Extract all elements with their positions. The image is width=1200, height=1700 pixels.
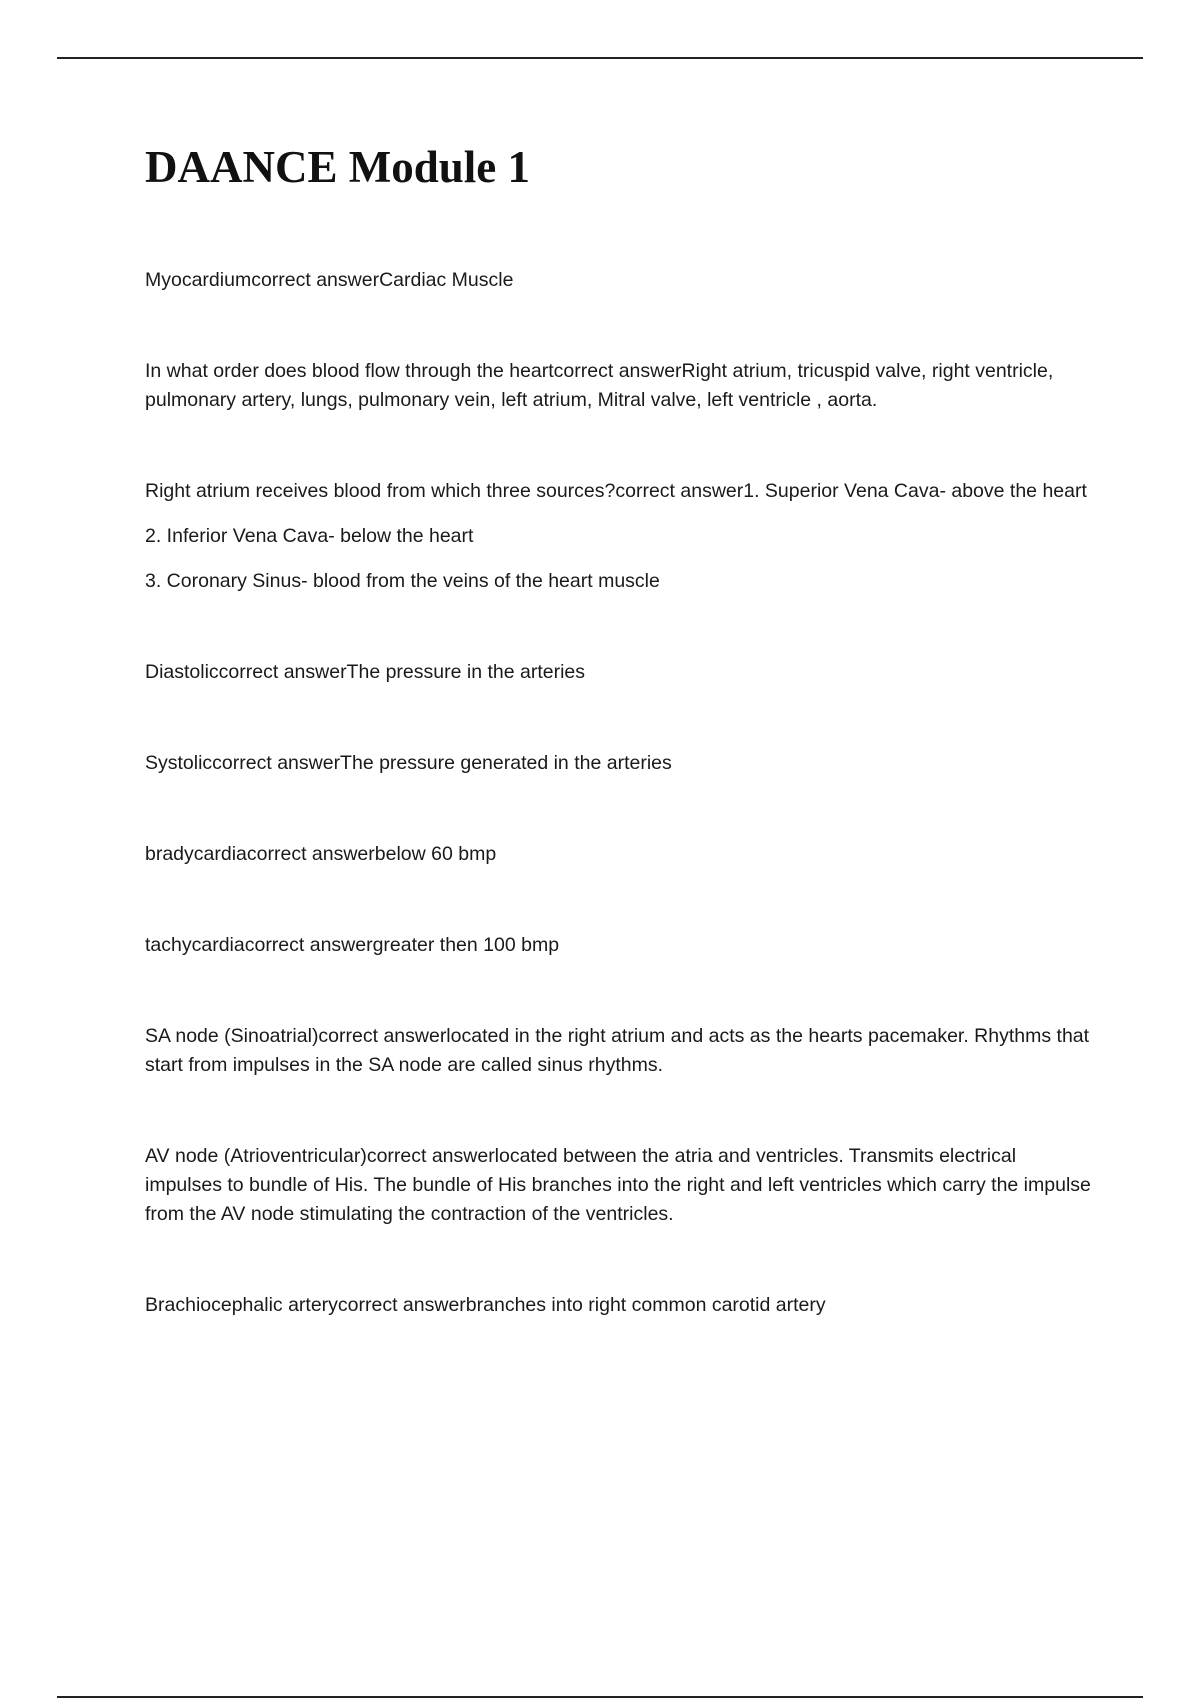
- qa-text: tachycardiacorrect answergreater then 100 bmp: [145, 934, 560, 956]
- qa-text: AV node (Atrioventricular)correct answerlocated between the atria and ventricles. Transmits electrical impulses to bundle of His. The bundle of His branches into the right and left ventricles which carry the impulse from the AV node stimulating the contraction of the ventricles.: [145, 1145, 1091, 1225]
- top-rule: [57, 57, 1143, 59]
- qa-entry: [145, 1022, 1095, 1080]
- qa-text: SA node (Sinoatrial)correct answerlocated in the right atrium and acts as the hearts pacemaker. Rhythms that start from impulses in the SA node are called sinus rhythms.: [145, 1025, 1090, 1076]
- qa-text: Diastoliccorrect answerThe pressure in the arteries: [145, 661, 586, 683]
- qa-text: bradycardiacorrect answerbelow 60 bmp: [145, 843, 497, 865]
- qa-entry: [145, 1142, 1095, 1229]
- document-body: [145, 140, 1095, 1382]
- qa-text: Myocardiumcorrect answerCardiac Muscle: [145, 269, 514, 291]
- qa-text: 3. Coronary Sinus- blood from the veins of the heart muscle: [145, 570, 660, 592]
- qa-text: Right atrium receives blood from which three sources?correct answer1. Superior Vena Cava- above the heart: [145, 480, 1087, 502]
- qa-entry: [145, 840, 1095, 869]
- qa-entry: [145, 357, 1095, 415]
- qa-text: Brachiocephalic arterycorrect answerbranches into right common carotid artery: [145, 1294, 826, 1316]
- bottom-rule: [57, 1696, 1143, 1698]
- qa-entry: [145, 749, 1095, 778]
- qa-text: In what order does blood flow through the heartcorrect answerRight atrium, tricuspid valve, right ventricle, pulmonary artery, lungs, pulmonary vein, left atrium, Mitral valve, left ventricle , aorta.: [145, 360, 1054, 411]
- qa-entry: [145, 931, 1095, 960]
- qa-entry: [145, 1291, 1095, 1320]
- qa-entry: [145, 477, 1095, 596]
- qa-text: Systoliccorrect answerThe pressure generated in the arteries: [145, 752, 672, 774]
- qa-text: 2. Inferior Vena Cava- below the heart: [145, 525, 474, 547]
- qa-entry: [145, 658, 1095, 687]
- qa-entry: [145, 266, 1095, 295]
- document-title: DAANCE Module 1: [145, 142, 531, 192]
